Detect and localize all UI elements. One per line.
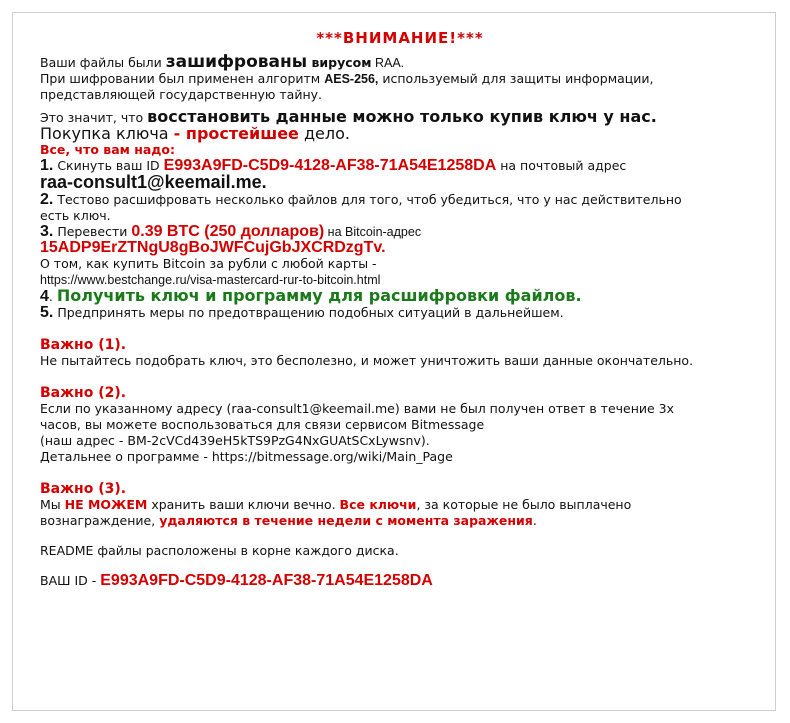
page-title: ***ВНИМАНИЕ!*** — [316, 29, 484, 47]
intro-line-5 — [40, 126, 760, 142]
exchange-link: https://www.bestchange.ru/visa-mastercard-rur-to-bitcoin.html — [40, 273, 381, 287]
step-2-number: 2. — [40, 191, 54, 208]
ransom-note — [40, 24, 760, 589]
footer-id-label: ВАШ ID - — [40, 573, 101, 588]
important-3-line-1 — [40, 497, 760, 513]
virus-word: вирусом — [307, 55, 372, 70]
intro-line-2 — [40, 71, 760, 87]
step-1-text: Скинуть ваш ID — [53, 158, 164, 173]
intro-text: Это значит, что — [40, 110, 148, 125]
intro-text: Покупка ключа — [40, 124, 174, 143]
bitmessage-address: (наш адрес - BM-2cVCd439eH5kTS9PzG4NxGUAtSCxLywsnv). — [40, 433, 430, 448]
cannot-word: НЕ МОЖЕМ — [64, 497, 148, 512]
step-2-cont: есть ключ. — [40, 208, 111, 223]
step-3-text-2: на Bitcoin-адрес — [324, 225, 422, 239]
simplest-word: - простейшее — [173, 124, 299, 143]
step-3-number: 3. — [40, 223, 54, 240]
ransom-amount: 0.39 BTC (250 долларов) — [131, 223, 325, 240]
step-1-text-2: на почтовый адрес — [496, 158, 627, 173]
algorithm-name: AES-256, — [324, 72, 379, 86]
step-3-text: Перевести — [53, 224, 132, 239]
step-5-text: Предпринять меры по предотвращению подобных ситуаций в дальнейшем. — [53, 305, 564, 320]
step-4 — [40, 288, 760, 305]
important-3-heading: Важно (3). — [40, 481, 127, 497]
intro-line-3: представляющей государственную тайну. — [40, 87, 322, 102]
important-1-heading: Важно (1). — [40, 337, 127, 353]
important-2-heading: Важно (2). — [40, 385, 127, 401]
contact-email: raa-consult1@keemail.me. — [40, 172, 267, 192]
text: . — [532, 513, 537, 528]
footer-victim-id: E993A9FD-C5D9-4128-AF38-71A54E1258DA — [100, 572, 433, 589]
text: , за которые не было выплачено — [416, 497, 632, 512]
readme-note: README файлы расположены в корне каждого диска. — [40, 543, 399, 558]
step-5 — [40, 305, 760, 321]
step-3 — [40, 224, 760, 240]
victim-id: E993A9FD-C5D9-4128-AF38-71A54E1258DA — [163, 157, 497, 174]
step-2 — [40, 192, 760, 208]
contact-email-line — [40, 174, 760, 192]
text: хранить ваши ключи вечно. — [147, 497, 340, 512]
step-3-note: О том, как купить Bitcoin за рубли с любой карты - — [40, 256, 377, 271]
deletion-warning: удаляются в течение недели с момента заражения — [159, 513, 533, 528]
virus-name: RAA. — [371, 56, 405, 70]
important-2-line-2: часов, вы можете воспользоваться для связи сервисом Bitmessage — [40, 417, 485, 432]
footer-id-line — [40, 573, 760, 589]
step-4-sep: . — [48, 289, 57, 304]
important-1-text: Не пытайтесь подобрать ключ, это бесполезно, и может уничтожить ваши данные окончательно. — [40, 353, 694, 368]
text: Мы — [40, 497, 65, 512]
get-key-text: Получить ключ и программу для расшифровки файлов. — [56, 286, 582, 305]
intro-text: При шифровании был применен алгоритм — [40, 71, 325, 86]
important-2-line-1: Если по указанному адресу (raa-consult1@keemail.me) вами не был получен ответ в течение 3х — [40, 401, 675, 416]
step-5-number: 5. — [40, 304, 54, 321]
what-you-need: Все, что вам надо: — [40, 142, 175, 157]
intro-line-1 — [40, 54, 760, 71]
all-keys-word: Все ключи — [339, 497, 417, 512]
encrypted-word: зашифрованы — [165, 52, 308, 72]
step-2-text: Тестово расшифровать несколько файлов для того, чтоб убедиться, что у нас действительно — [53, 192, 682, 207]
bitmessage-link: Детальнее о программе - https://bitmessage.org/wiki/Main_Page — [40, 449, 453, 464]
bitcoin-address: 15ADP9ErZTNgU8gBoJWFCujGbJXCRDzgTv. — [40, 239, 386, 256]
intro-text: Ваши файлы были — [40, 55, 166, 70]
intro-text: используемый для защиты информации, — [378, 71, 654, 86]
restore-statement: восстановить данные можно только купив ключ у нас. — [147, 107, 657, 126]
wallet-line — [40, 240, 760, 256]
important-3-line-2 — [40, 513, 760, 529]
intro-text: дело. — [298, 124, 350, 143]
step-1-number: 1. — [40, 157, 54, 174]
text: вознаграждение, — [40, 513, 160, 528]
step-4-number: 4 — [40, 288, 49, 305]
